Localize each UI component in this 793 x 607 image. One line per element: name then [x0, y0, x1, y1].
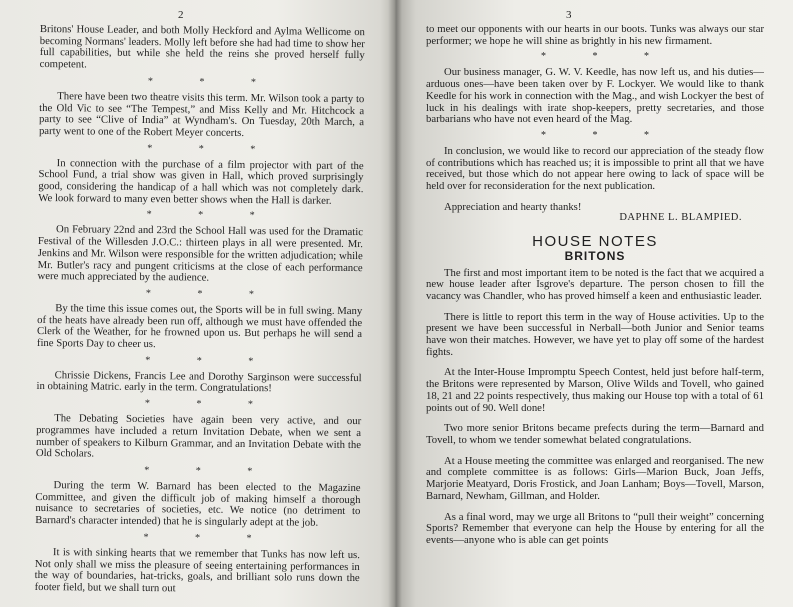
section-separator: * * * [144, 465, 275, 478]
section-title: HOUSE NOTES [532, 233, 658, 251]
section-separator: * * * [144, 398, 275, 411]
subsection-title: BRITONS [564, 248, 626, 263]
paragraph: In connection with the purchase of a film projector with part of the School Fund, a trial show was given in Hall, which proved surprisingly good, considering the handicap of a hall which was not completely dark. We look forward to many even better shows when the Hall is darker. [38, 156, 364, 207]
paragraph: On February 22nd and 23rd the School Hall was used for the Dramatic Festival of the Willesden J.O.C.: thirteen plays in all were presented. Mr. Jenkins and Mr. Wilson were responsible for the written adjudication; while Mr. Butler's racy and pungent criticisms at the close of each performance were much appreciated by the audience. [37, 223, 364, 284]
section-separator: * * * [146, 209, 277, 222]
paragraph: During the term W. Barnard has been elected to the Magazine Committee, and given the difficult job of making himself a thorough nuisance to secretaries of societies, etc. We notice (no detriment to Barnard's character intended) that he is singularly adept at the job. [35, 479, 361, 529]
paragraph: There have been two theatre visits this term. Mr. Wilson took a party to the Old Vic to see “The Tempest,” and Miss Kelly and Mr. Hitchcock a party to see “Clive of India” at Wyndham's. On Tuesday, 20th March, a party went to one of the Robert Meyer concerts. [38, 89, 365, 139]
left-page [0, 0, 396, 607]
signature: DAPHNE L. BLAMPIED. [619, 212, 742, 224]
paragraph: There is little to report this term in the way of House activities. Up to the present we have been successful in Nerball—both Junior and Senior teams have won their matches. However, we have yet to play off some of the hardest fights. [426, 310, 764, 358]
spine-shadow [388, 0, 402, 607]
paragraph: By the time this issue comes out, the Sports will be in full swing. Many of the heats have already been run off, although we must have offended the Clerk of the Weather, for he frowned upon us. But perhaps he will send a fine Sports Day to cheer us. [36, 302, 363, 351]
paragraph: Two more senior Britons became prefects during the term—Barnard and Tovell, to whom we tender somewhat belated congratulations. [426, 422, 764, 446]
left-column [34, 24, 365, 606]
paragraph: The Debating Societies have again been very active, and our programmes have included a return Invitation Debate, when we sent a number of speakers to Kilburn Grammar, and an Invitation Debate with the Old Scholars. [35, 412, 362, 460]
paragraph: to meet our opponents with our hearts in our boots. Tunks was always our star performer; we hope he will shine as brightly in his new firmament. [426, 23, 764, 47]
paragraph: At a House meeting the committee was enlarged and reorganised. The new and complete committee is as follows: Girls—Marion Buck, Joan Jeffs, Marjorie Meatyard, Doris Frostick, and Joan Lanham; Boys—Tovell, Marson, Barnard, Newham, Gillman, and Holder. [426, 454, 764, 502]
section-separator: * * * [145, 287, 276, 301]
section-separator: * * * [143, 531, 274, 545]
right-column [426, 24, 764, 556]
page-number: 2 [178, 9, 184, 21]
paragraph: In conclusion, we would like to record our appreciation of the steady flow of contributions which has reached us; it is impossible to print all that we have received, but those which do not appear here owing to lack of space will be held over for reconsideration for the next publication. [426, 144, 764, 193]
section-separator: * * * [145, 354, 276, 368]
section-separator: * * * [147, 75, 279, 89]
paragraph: The first and most important item to be noted is the fact that we acquired a new house leader after Isgrove's departure. The person chosen to fill the vacancy was Chandler, who has proved himself a keen and enthusiastic leader. [426, 266, 764, 302]
section-separator: * * * [147, 142, 278, 155]
right-page [396, 0, 793, 607]
paragraph: Britons' House Leader, and both Molly Heckford and Aylma Wellicome on becoming Normans' leaders. Molly left before she had had time to show her full capabilities, but while she held the reins she proved herself fully competent. [39, 23, 365, 71]
page-number: 3 [566, 9, 572, 21]
paragraph: As a final word, may we urge all Britons to “pull their weight” concerning Sports? Remember that everyone can help the House by entering for all the events—anyone who is able can get points [426, 510, 764, 546]
paragraph: It is with sinking hearts that we remember that Tunks has now left us. Not only shall we miss the pleasure of seeing entertaining performances in the way of boundaries, hat-tricks, goals, and brilliant solo runs down the footer field, but we shall turn out [34, 545, 360, 595]
paragraph: Chrissie Dickens, Francis Lee and Dorothy Sarginson were successful in obtaining Matric. early in the term. Congratulations! [36, 368, 362, 395]
closing-line: Appreciation and hearty thanks! [444, 200, 582, 213]
paragraph: Our business manager, G. W. V. Keedle, has now left us, and his duties—arduous ones—have been taken over by F. Lockyer. We would like to thank Keedle for his work in connection with the Mag., and wish Lockyer the best of luck in his dealings with irate shop-keepers, pretty secretaries, and those barbarians who have not even heard of the Mag. [426, 66, 764, 126]
paragraph: At the Inter-House Impromptu Speech Contest, held just before half-term, the Britons were represented by Marson, Olive Wilds and Tovell, who gained 18, 21 and 22 points respectively, thus making our House top with a total of 61 points out of 90. Well done! [426, 366, 764, 414]
section-separator: * * * [541, 51, 671, 63]
section-separator: * * * [541, 129, 671, 141]
